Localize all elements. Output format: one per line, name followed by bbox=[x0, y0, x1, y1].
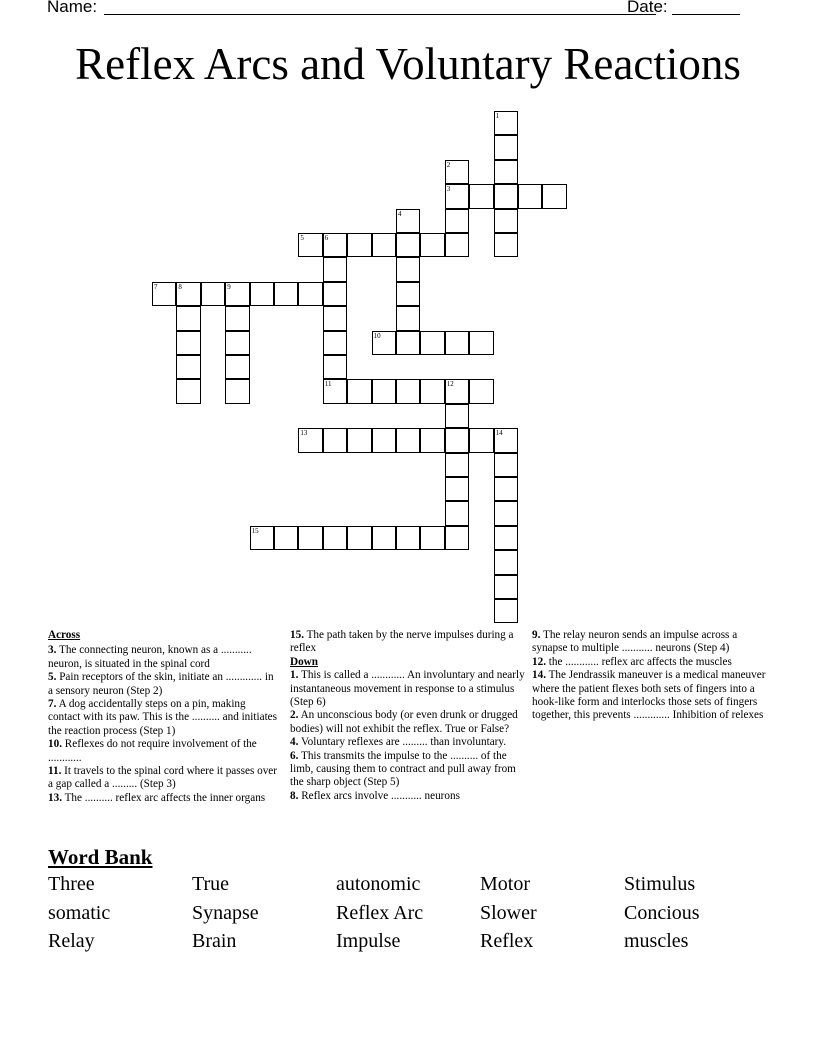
word-bank-item: Brain bbox=[192, 930, 237, 952]
clue-item bbox=[532, 656, 768, 669]
clue-text: It travels to the spinal cord where it passes over a gap called a ......... (Step 3) bbox=[48, 765, 277, 791]
crossword-cell[interactable] bbox=[420, 233, 444, 257]
clue-item bbox=[290, 629, 525, 656]
crossword-cell[interactable] bbox=[445, 379, 469, 403]
crossword-cell[interactable] bbox=[396, 282, 420, 306]
crossword-cell[interactable] bbox=[372, 331, 396, 355]
word-bank-item: Relay bbox=[48, 930, 95, 952]
crossword-cell[interactable] bbox=[445, 477, 469, 501]
clue-text: The connecting neuron, known as a ........... neuron, is situated in the spinal cord bbox=[48, 644, 252, 670]
word-bank-item: somatic bbox=[48, 901, 111, 924]
crossword-cell[interactable] bbox=[323, 355, 347, 379]
crossword-cell[interactable] bbox=[445, 453, 469, 477]
crossword-cell[interactable] bbox=[469, 184, 493, 208]
crossword-cell[interactable] bbox=[225, 379, 249, 403]
word-bank bbox=[48, 873, 768, 959]
crossword-cell[interactable] bbox=[469, 331, 493, 355]
clue-item bbox=[48, 644, 280, 671]
clue-number-label: 14. bbox=[532, 669, 546, 682]
crossword-cell[interactable] bbox=[298, 233, 322, 257]
crossword-cell[interactable] bbox=[250, 282, 274, 306]
clue-number: 8 bbox=[178, 282, 182, 291]
crossword-cell[interactable] bbox=[298, 526, 322, 550]
crossword-cell[interactable] bbox=[445, 404, 469, 428]
word-bank-item: True bbox=[192, 873, 230, 895]
page-title: Reflex Arcs and Voluntary Reactions bbox=[75, 39, 741, 89]
clue-item bbox=[48, 738, 280, 765]
crossword-cell[interactable] bbox=[494, 477, 518, 501]
clue-text: This transmits the impulse to the .......... of the limb, causing them to contract and pull away from the sharp object (Step 5) bbox=[290, 749, 516, 789]
clue-number: 10 bbox=[373, 331, 381, 340]
crossword-cell[interactable] bbox=[494, 209, 518, 233]
crossword-cell[interactable] bbox=[323, 282, 347, 306]
name-label: Name: bbox=[47, 0, 98, 16]
clue-number-label: 1. bbox=[290, 669, 299, 682]
crossword-cell[interactable] bbox=[225, 331, 249, 355]
word-bank-item: autonomic bbox=[336, 873, 421, 895]
clue-number: 3 bbox=[446, 185, 451, 194]
word-bank-title: Word Bank bbox=[48, 845, 153, 869]
clue-number-label: 10. bbox=[48, 738, 62, 751]
clue-item bbox=[48, 792, 280, 805]
crossword-cell[interactable] bbox=[274, 282, 298, 306]
crossword-cell[interactable] bbox=[347, 428, 371, 452]
clue-text: The .......... reflex arc affects the inner organs bbox=[64, 791, 266, 804]
crossword-cell[interactable] bbox=[225, 306, 249, 330]
crossword-cell[interactable] bbox=[372, 428, 396, 452]
crossword-cell[interactable] bbox=[323, 306, 347, 330]
crossword-cell[interactable] bbox=[494, 453, 518, 477]
word-bank-item: Concious bbox=[624, 901, 700, 924]
crossword-cell[interactable] bbox=[176, 306, 200, 330]
crossword-cell[interactable] bbox=[396, 428, 420, 452]
clue-item bbox=[48, 698, 280, 738]
crossword-cell[interactable] bbox=[323, 428, 347, 452]
crossword-cell[interactable] bbox=[494, 233, 518, 257]
clue-number-label: 2. bbox=[290, 709, 299, 722]
clue-item bbox=[532, 629, 768, 656]
clue-item bbox=[290, 736, 525, 749]
clue-number-label: 7. bbox=[48, 698, 57, 711]
crossword-cell[interactable] bbox=[323, 379, 347, 403]
clue-text: The relay neuron sends an impulse across a synapse to multiple ........... neurons (Step 4) bbox=[532, 629, 738, 655]
crossword-cell[interactable] bbox=[323, 331, 347, 355]
crossword-cell[interactable] bbox=[201, 282, 225, 306]
clue-item bbox=[48, 765, 280, 792]
clue-text: A dog accidentally steps on a pin, making contact with its paw. This is the .......... and initiates the reaction process (Step 1) bbox=[48, 698, 277, 737]
clue-number: 13 bbox=[300, 429, 308, 438]
crossword-cell[interactable] bbox=[420, 379, 444, 403]
crossword-cell[interactable] bbox=[494, 575, 518, 599]
crossword-cell[interactable] bbox=[445, 160, 469, 184]
crossword-cell[interactable] bbox=[298, 282, 322, 306]
crossword-cell[interactable] bbox=[494, 599, 518, 623]
word-bank-item: Impulse bbox=[336, 930, 401, 952]
clue-text: Pain receptors of the skin, initiate an ............. in a sensory neuron (Step 2) bbox=[48, 671, 274, 697]
clue-text: the ............ reflex arc affects the muscles bbox=[548, 655, 732, 668]
clue-number: 2 bbox=[446, 160, 451, 169]
crossword-cell[interactable] bbox=[372, 379, 396, 403]
clue-number-label: 6. bbox=[290, 749, 299, 762]
clue-number-label: 13. bbox=[48, 791, 62, 804]
crossword-cell[interactable] bbox=[225, 282, 249, 306]
crossword-cell[interactable] bbox=[298, 428, 322, 452]
crossword-cell[interactable] bbox=[518, 184, 542, 208]
clues-heading: Across bbox=[48, 629, 81, 641]
clue-text: Reflex arcs involve ........... neurons bbox=[301, 789, 460, 802]
clues-heading: Down bbox=[290, 655, 318, 668]
word-bank-item: Reflex bbox=[480, 930, 534, 952]
crossword-cell[interactable] bbox=[372, 233, 396, 257]
clue-number: 14 bbox=[495, 429, 503, 438]
clue-number: 15 bbox=[251, 526, 259, 535]
crossword-cell[interactable] bbox=[323, 257, 347, 281]
crossword-cell[interactable] bbox=[176, 355, 200, 379]
clue-item bbox=[290, 790, 525, 803]
clue-item bbox=[290, 709, 525, 736]
word-bank-item: Reflex Arc bbox=[336, 901, 424, 924]
crossword-cell[interactable] bbox=[445, 209, 469, 233]
clue-item bbox=[290, 669, 525, 709]
word-bank-item: Slower bbox=[480, 901, 537, 924]
crossword-cell[interactable] bbox=[494, 428, 518, 452]
crossword-cell[interactable] bbox=[420, 331, 444, 355]
clue-item bbox=[290, 750, 525, 790]
crossword-cell[interactable] bbox=[396, 306, 420, 330]
clue-number: 5 bbox=[300, 234, 304, 242]
clue-number: 6 bbox=[324, 234, 329, 242]
word-bank-item: Stimulus bbox=[624, 873, 696, 895]
clues-column-3 bbox=[532, 629, 768, 723]
crossword-cell[interactable] bbox=[494, 550, 518, 574]
crossword-cell[interactable] bbox=[225, 355, 249, 379]
crossword-cell[interactable] bbox=[494, 135, 518, 159]
crossword-cell[interactable] bbox=[494, 501, 518, 525]
clue-number: 9 bbox=[227, 282, 231, 291]
crossword-cell[interactable] bbox=[469, 428, 493, 452]
crossword-cell[interactable] bbox=[396, 526, 420, 550]
crossword-cell[interactable] bbox=[274, 526, 298, 550]
word-bank-item: Three bbox=[48, 873, 95, 895]
date-label: Date: bbox=[627, 0, 668, 16]
crossword-cell[interactable] bbox=[494, 160, 518, 184]
crossword-cell[interactable] bbox=[445, 526, 469, 550]
clue-number-label: 12. bbox=[532, 655, 546, 668]
clue-number: 7 bbox=[154, 282, 158, 291]
crossword-cell[interactable] bbox=[176, 282, 200, 306]
crossword-cell[interactable] bbox=[445, 501, 469, 525]
clues-column-1 bbox=[48, 629, 280, 805]
crossword-cell[interactable] bbox=[445, 233, 469, 257]
clue-number: 11 bbox=[324, 380, 332, 389]
crossword-cell[interactable] bbox=[323, 526, 347, 550]
clue-text: The path taken by the nerve impulses during a reflex bbox=[290, 629, 514, 655]
clue-text: An unconscious body (or even drunk or drugged bodies) will not exhibit the reflex. True or False? bbox=[290, 709, 518, 735]
crossword-cell[interactable] bbox=[494, 184, 518, 208]
crossword-cell[interactable] bbox=[347, 379, 371, 403]
clue-text: Voluntary reflexes are ......... than involuntary. bbox=[301, 736, 507, 749]
crossword-cell[interactable] bbox=[445, 428, 469, 452]
clue-number-label: 5. bbox=[48, 671, 57, 684]
clue-item bbox=[532, 669, 768, 723]
word-bank-item: muscles bbox=[624, 930, 689, 952]
crossword-cell[interactable] bbox=[372, 526, 396, 550]
clue-number-label: 11. bbox=[48, 765, 62, 778]
clue-text: Reflexes do not require involvement of the ............ bbox=[48, 738, 257, 764]
clue-number-label: 3. bbox=[48, 644, 57, 657]
clue-number-label: 4. bbox=[290, 736, 299, 749]
crossword-cell[interactable] bbox=[250, 526, 274, 550]
crossword-cell[interactable] bbox=[176, 331, 200, 355]
clue-number: 12 bbox=[446, 380, 454, 389]
crossword-cell[interactable] bbox=[152, 282, 176, 306]
crossword-cell[interactable] bbox=[347, 526, 371, 550]
clue-number-label: 8. bbox=[290, 789, 299, 802]
crossword-cell[interactable] bbox=[176, 379, 200, 403]
crossword-cell[interactable] bbox=[347, 233, 371, 257]
crossword-cell[interactable] bbox=[323, 233, 347, 257]
crossword-cell[interactable] bbox=[445, 331, 469, 355]
clue-text: This is called a ............ An involuntary and nearly instantaneous movement in response to a stimulus (Step 6) bbox=[290, 669, 525, 709]
crossword-cell[interactable] bbox=[420, 526, 444, 550]
crossword-cell[interactable] bbox=[396, 331, 420, 355]
crossword-cell[interactable] bbox=[542, 184, 566, 208]
clue-text: The Jendrassik maneuver is a medical maneuver where the patient flexes both sets of fingers into a hook-like form and interlocks those sets of fingers together, this prevents ............. Inhibition of relexes bbox=[532, 669, 766, 722]
crossword-cell[interactable] bbox=[396, 379, 420, 403]
clue-number-label: 9. bbox=[532, 629, 541, 641]
clue-number: 1 bbox=[495, 112, 500, 120]
crossword-cell[interactable] bbox=[469, 379, 493, 403]
crossword-cell[interactable] bbox=[396, 233, 420, 257]
clues-column-2 bbox=[290, 629, 525, 803]
clue-number: 4 bbox=[398, 209, 402, 218]
crossword-cell[interactable] bbox=[494, 526, 518, 550]
clue-item bbox=[48, 671, 280, 698]
crossword-cell[interactable] bbox=[420, 428, 444, 452]
word-bank-item: Synapse bbox=[192, 901, 259, 924]
crossword-cell[interactable] bbox=[396, 257, 420, 281]
crossword-cell[interactable] bbox=[494, 111, 518, 135]
crossword-cell[interactable] bbox=[396, 209, 420, 233]
word-bank-item: Motor bbox=[480, 873, 530, 895]
crossword-cell[interactable] bbox=[445, 184, 469, 208]
clue-number-label: 15. bbox=[290, 629, 304, 641]
